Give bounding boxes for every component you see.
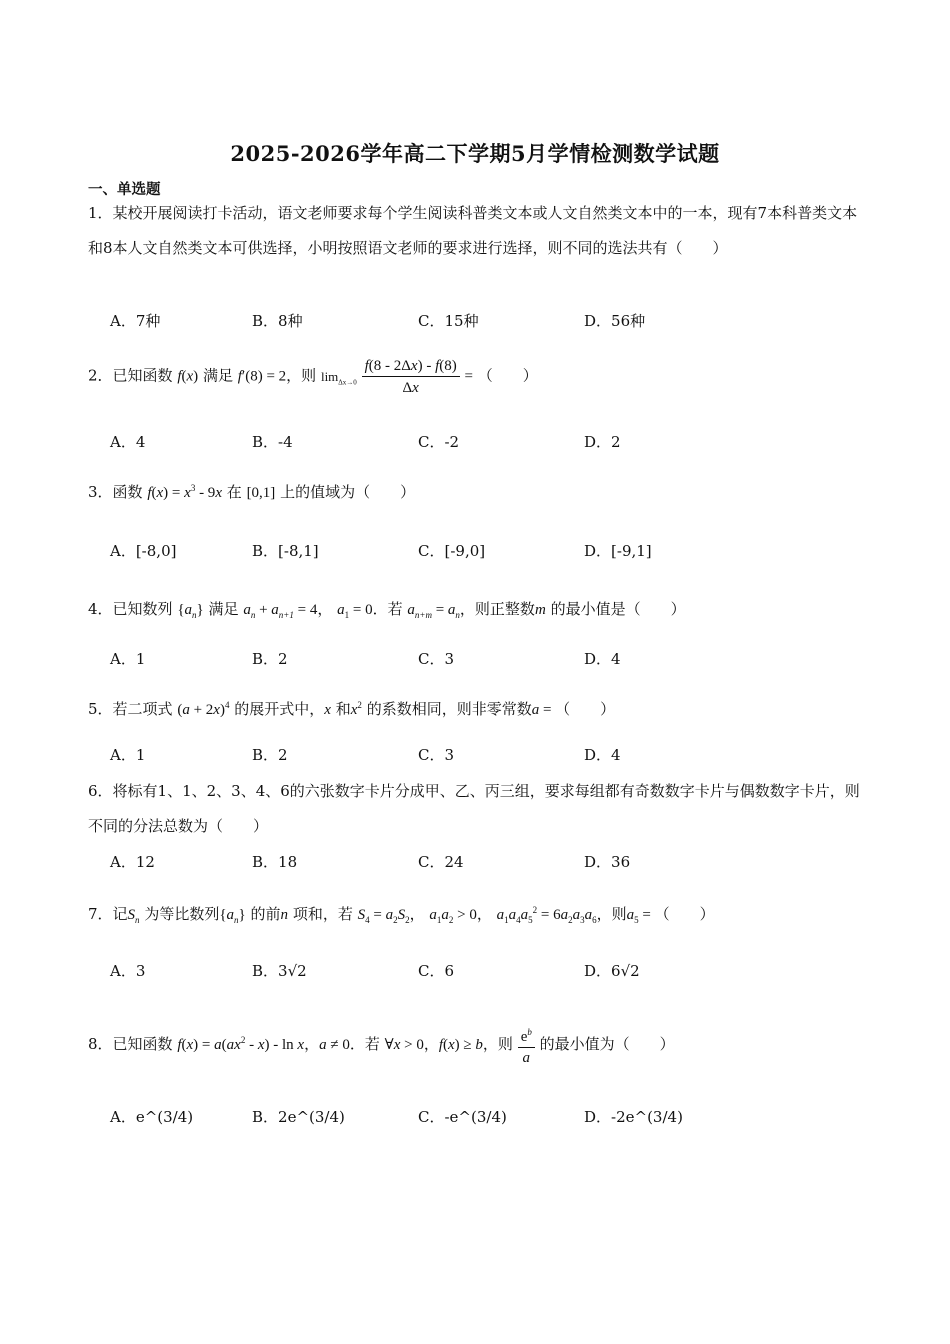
question-7: 7．记$S_n$ 为等比数列$\{a_n\}$ 的前n 项和，若 $S_4 = a_2S_2$， $a_1a_2 > 0$， $a_1a_4a_5^2 = 6a_2a_3a_6$，则$a_5$ = （ ） [88, 905, 715, 925]
option-a: A．[-8,0] [110, 542, 177, 560]
question-3-options [110, 540, 810, 570]
option-d: D．36 [584, 853, 631, 871]
question-5: 5．若二项式 $(a + 2x)^4$ 的展开式中，x 和$x^2$ 的系数相同，则非零常数a = （ ） [88, 700, 616, 718]
option-b: B．3√2 [252, 962, 307, 980]
option-d: D．6√2 [584, 962, 640, 980]
option-a: A．1 [110, 746, 146, 764]
option-c: C．15种 [418, 312, 479, 330]
option-d: D．-2e^(3/4) [584, 1108, 683, 1126]
option-b: B．[-8,1] [252, 542, 319, 560]
option-b: B．-4 [252, 433, 293, 451]
question-3: 3．函数 $f(x) = x^3 - 9x$ 在 [0,1] 上的值域为（ ） [88, 483, 416, 501]
option-c: C．-2 [418, 433, 460, 451]
page-title: 2025-2026学年高二下学期5月学情检测数学试题 [230, 141, 720, 166]
option-b: B．2e^(3/4) [252, 1108, 345, 1126]
question-8-options [110, 1106, 810, 1136]
option-b: B．8种 [252, 312, 303, 330]
question-4: 4．已知数列 $\{a_n\}$ 满足 $a_n + a_{n+1} = 4$， $a_1 = 0$．若 $a_{n+m} = a_n$，则正整数m 的最小值是（ ） [88, 600, 686, 620]
question-1-options [110, 310, 810, 340]
option-a: A．e^(3/4) [110, 1108, 194, 1126]
option-c: C．3 [418, 650, 455, 668]
math-fraction: $\frac{e^b}{a}$ [518, 1022, 535, 1068]
math-interval: [0,1] [246, 485, 276, 501]
math-derivative: f [237, 368, 242, 385]
question-5-options [110, 744, 810, 774]
math-lim: $\lim_{\Delta x\to 0}$ [320, 368, 357, 387]
option-a: A．12 [110, 853, 155, 871]
question-6-options [110, 851, 810, 881]
option-a: A．3 [110, 962, 146, 980]
option-a: A．1 [110, 650, 146, 668]
option-a: A．7种 [110, 312, 161, 330]
option-c: C．3 [418, 746, 455, 764]
option-b: B．2 [252, 746, 288, 764]
option-d: D．[-9,1] [584, 542, 652, 560]
option-a: A．4 [110, 433, 146, 451]
option-d: D．4 [584, 650, 621, 668]
math-fx: f [177, 368, 182, 385]
option-c: C．24 [418, 853, 464, 871]
question-7-options [110, 960, 810, 990]
question-1: 1．某校开展阅读打卡活动，语文老师要求每个学生阅读科普类文本或人文自然类文本中的一本，现有7本科普类文本和8本人文自然类文本可供选择，小明按照语文老师的要求进行选择，则不同的选法共有（ ） [88, 204, 858, 257]
option-c: C．6 [418, 962, 455, 980]
option-d: D．56种 [584, 312, 646, 330]
math-fraction: $\frac{f(8 - 2\Delta x) - f(8)}{\Delta x}$ [362, 355, 460, 398]
math-function: f [147, 485, 152, 501]
question-2-options [110, 431, 810, 461]
option-d: D．2 [584, 433, 621, 451]
question-8: 8．已知函数 $f(x) = a(ax^2 - x) - \ln x$，a ≠ 0．若 ∀x > 0，f(x) ≥ b，则 $\frac{e^b}{a}$ 的最小值为（ ） [88, 1022, 868, 1068]
option-c: C．-e^(3/4) [418, 1108, 507, 1126]
question-4-options [110, 648, 810, 678]
option-b: B．18 [252, 853, 298, 871]
question-6: 6．将标有1、1、2、3、4、6的六张数字卡片分成甲、乙、丙三组，要求每组都有奇数数字卡片与偶数数字卡片，则不同的分法总数为（ ） [88, 782, 860, 835]
option-b: B．2 [252, 650, 288, 668]
section-heading: 一、单选题 [88, 181, 161, 198]
question-2: 2．已知函数 f(x) 满足 f′(8) = 2，则 $\lim_{\Delta x\to 0}$ $\frac{f(8 - 2\Delta x) - f(8)}{\Delta x}$ = （ ） [88, 355, 868, 400]
option-c: C．[-9,0] [418, 542, 486, 560]
option-d: D．4 [584, 746, 621, 764]
